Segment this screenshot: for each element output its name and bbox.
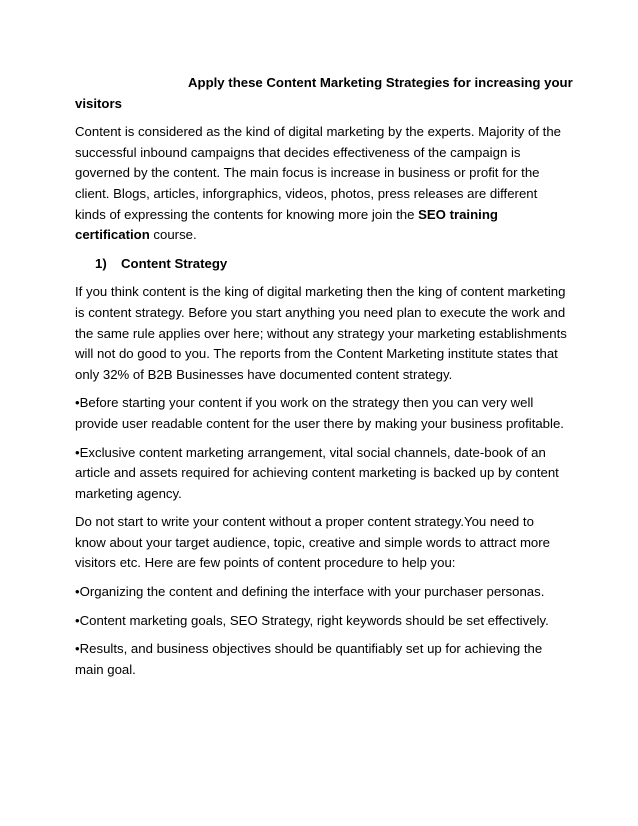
section-number: 1) (95, 255, 107, 271)
title-line-2: visitors (75, 95, 122, 111)
paragraph-strategy: If you think content is the king of digital marketing then the king of content marketing is content strategy. Before you start anything you need plan to execute the work and the same rule applies over here; without any strategy your marketing establishments will not do good to you. The reports from the Content Marketing institute states that only 32% of B2B Businesses have documented content strategy. (75, 284, 567, 382)
section-heading (75, 254, 567, 275)
paragraph-procedure: Do not start to write your content without a proper content strategy.You need to know about your target audience, topic, creative and simple words to attract more visitors etc. Here are few points of content procedure to help you: (75, 514, 550, 571)
bullet-paragraph: •Exclusive content marketing arrangement, vital social channels, date-book of an article and assets required for achieving content marketing is backed up by content marketing agency. (75, 444, 559, 501)
intro-text: Content is considered as the kind of digital marketing by the experts. Majority of the successful inbound campaigns that decides effectiveness of the campaign is governed by the content. The main focus is increase in business or profit for the client. Blogs, articles, inforgraphics, videos, photos, press releases are different kinds of expressing the contents for knowing more join the (75, 124, 561, 222)
bullet-paragraph: •Before starting your content if you work on the strategy then you can very well provide user readable content for the user there by making your business profitable. (75, 395, 564, 431)
document-title (75, 73, 573, 114)
intro-text-end: course. (149, 227, 197, 243)
bullet-paragraph: •Results, and business objectives should be quantifiably set up for achieving the main goal. (75, 641, 543, 677)
title-line-1: Apply these Content Marketing Strategies for increasing your (188, 75, 573, 90)
bullet-paragraph: •Content marketing goals, SEO Strategy, right keywords should be set effectively. (75, 612, 549, 628)
document-body (75, 73, 573, 688)
bullet-paragraph: •Organizing the content and defining the interface with your purchaser personas. (75, 584, 545, 600)
seo-training-link-text: SEO training certification (75, 206, 498, 243)
intro-paragraph (75, 122, 567, 246)
section-title: Content Strategy (121, 255, 228, 271)
